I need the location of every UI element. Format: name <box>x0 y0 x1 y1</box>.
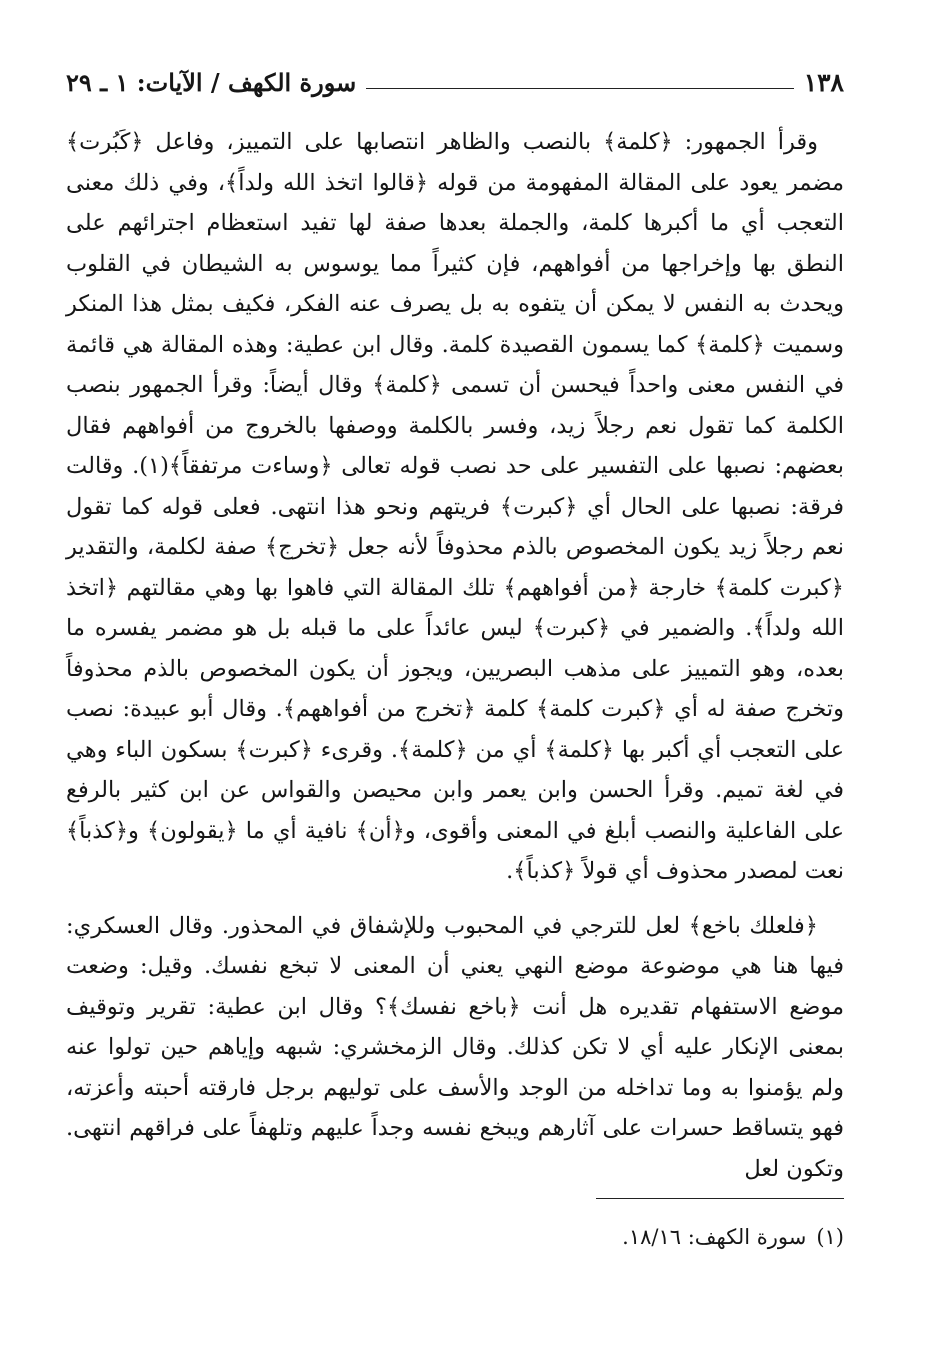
page-header <box>66 62 844 102</box>
paragraph-2: ﴿فلعلك باخع﴾ لعل للترجي في المحبوب وللإشفاق في المحذور. وقال العسكري: فيها هنا هي موضوعة موضع النهي يعني أن المعنى لا تبخع نفسك. وقيل: وضعت موضع الاستفهام تقديره هل أنت ﴿باخع نفسك﴾؟ وقال ابن عطية: تقرير وتوقيف بمعنى الإنكار عليه أي لا تكن كذلك. وقال الزمخشري: شبهه وإياهم حين تولوا عنه ولم يؤمنوا به وما تداخله من الوجد والأسف على توليهم برجل فارقته أحبته وأعزته، فهو يتساقط حسرات على آثارهم ويبخع نفسه وجداً عليهم وتلهفاً على فراقهم انتهى. وتكون لعل <box>66 912 844 1182</box>
page-number: ١٣٨ <box>803 67 844 97</box>
paragraph-1: وقرأ الجمهور: ﴿كلمة﴾ بالنصب والظاهر انتصابها على التمييز، وفاعل ﴿كَبُرت﴾ مضمر يعود على المقالة المفهومة من قوله ﴿قالوا اتخذ الله ولداً﴾، وفي ذلك معنى التعجب أي ما أكبرها كلمة، والجملة بعدها صفة لها تفيد استعظام اجترائهم على النطق بها وإخراجها من أفواههم، فإن كثيراً مما يوسوس به الشيطان في القلوب ويحدث به النفس لا يمكن أن يتفوه به بل يصرف عنه الفكر، فكيف بمثل هذا المنكر وسميت ﴿كلمة﴾ كما يسمون القصيدة كلمة. وقال ابن عطية: وهذه المقالة هي قائمة في النفس معنى واحداً فيحسن أن تسمى ﴿كلمة﴾ وقال أيضاً: وقرأ الجمهور بنصب الكلمة كما تقول نعم رجلاً زيد، وفسر بالكلمة ووصفها بالخروج من أفواههم فقال بعضهم: نصبها على التفسير على حد نصب قوله تعالى ﴿وساءت مرتفقاً﴾(١). وقالت فرقة: نصبها على الحال أي ﴿كبرت﴾ فريتهم ونحو هذا انتهى. فعلى قوله كما تقول نعم رجلاً زيد يكون المخصوص بالذم محذوفاً لأنه جعل ﴿تخرج﴾ صفة لكلمة، والتقدير ﴿كبرت كلمة﴾ خارجة ﴿من أفواههم﴾ تلك المقالة التي فاهوا بها وهي مقالتهم ﴿اتخذ الله ولداً﴾. والضمير في ﴿كبرت﴾ ليس عائداً على ما قبله بل هو مضمر يفسره ما بعده، وهو التمييز على مذهب البصريين، ويجوز أن يكون المخصوص بالذم محذوفاً وتخرج صفة له أي ﴿كبرت كلمة﴾ كلمة ﴿تخرج من أفواههم﴾. وقال أبو عبيدة: نصب على التعجب أي أكبر بها ﴿كلمة﴾ أي من ﴿كلمة﴾. وقرىء ﴿كبرت﴾ بسكون الباء وهي في لغة تميم. وقرأ الحسن وابن يعمر وابن محيصن والقواس عن ابن كثير بالرفع على الفاعلية والنصب أبلغ في المعنى وأقوى، و﴿أن﴾ نافية أي ما ﴿يقولون﴾ و﴿كذباً﴾ نعت لمصدر محذوف أي قولاً ﴿كذباً﴾. <box>66 129 845 884</box>
running-title: سورة الكهف / الآيات: ١ ـ ٢٩ <box>66 67 357 97</box>
footnote <box>66 1222 844 1252</box>
body-text <box>66 122 844 1189</box>
footnote-marker: (١) <box>816 1225 844 1249</box>
footnote-rule <box>596 1198 844 1199</box>
footnote-text: سورة الكهف: ١٨/١٦. <box>622 1225 807 1249</box>
header-rule <box>366 88 793 89</box>
